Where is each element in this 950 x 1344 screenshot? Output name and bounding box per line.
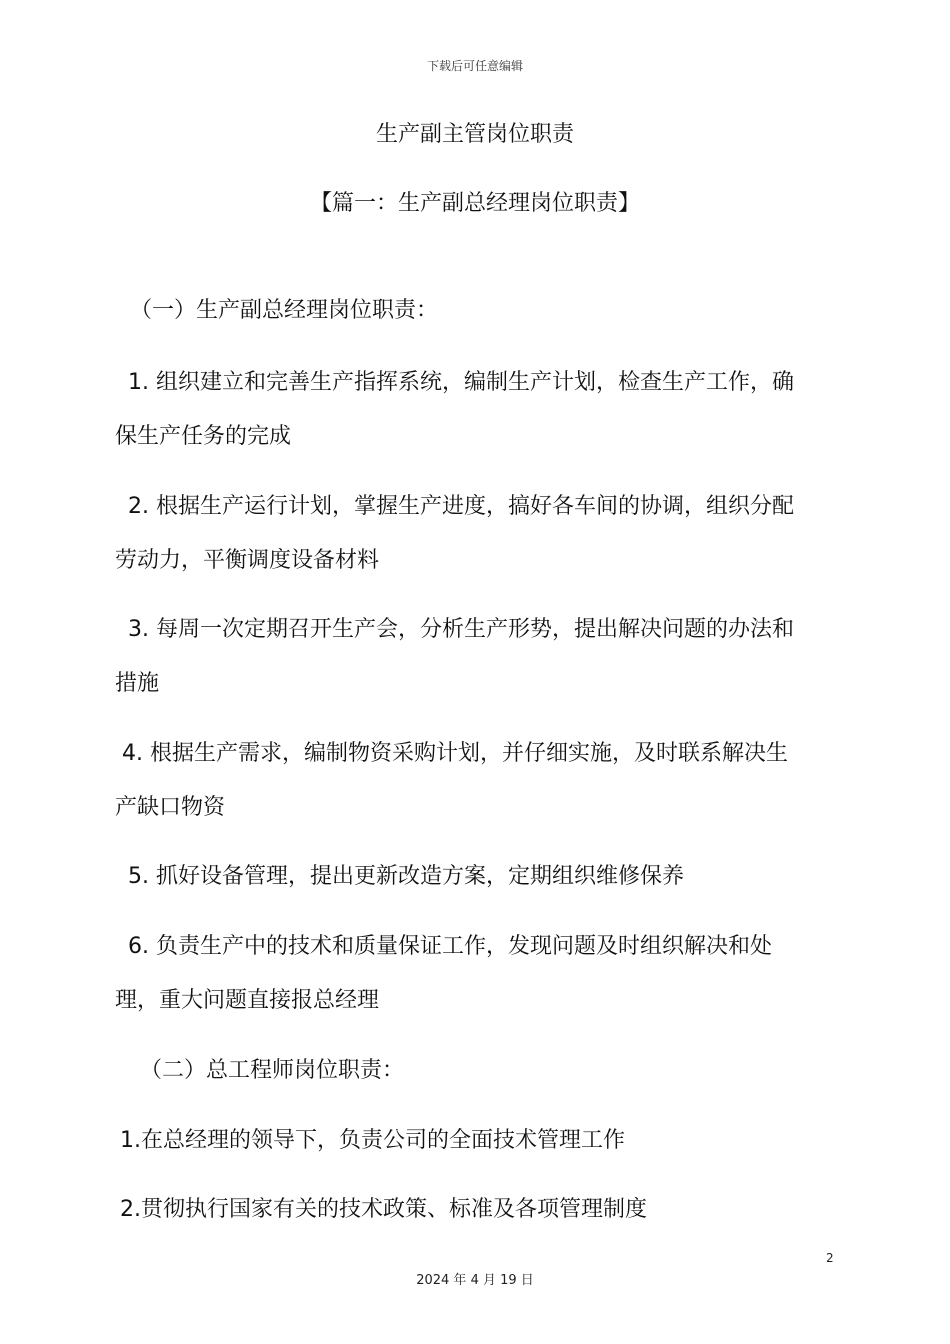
section1-item-2-line2: 劳动力，平衡调度设备材料 (115, 548, 380, 573)
section1-item-4-line2: 产缺口物资 (115, 795, 226, 820)
page-number: 2 (826, 1251, 834, 1265)
section1-item-4-line1: 4. 根据生产需求，编制物资采购计划，并仔细实施，及时联系解决生 (122, 741, 788, 766)
document-subtitle: 【篇一：生产副总经理岗位职责】 (309, 191, 640, 216)
section1-item-5-line1: 5. 抓好设备管理，提出更新改造方案，定期组织维修保养 (128, 864, 684, 889)
section1-item-6-line2: 理，重大问题直接报总经理 (115, 988, 380, 1013)
footer-date: 2024 年 4 月 19 日 (416, 1273, 534, 1288)
section1-item-3-line2: 措施 (115, 671, 160, 696)
section1-item-1-line1: 1. 组织建立和完善生产指挥系统，编制生产计划，检查生产工作，确 (128, 370, 794, 395)
document-title: 生产副主管岗位职责 (375, 122, 574, 147)
section-heading-1: （一）生产副总经理岗位职责： (130, 298, 439, 323)
section2-item-1-line1: 1.在总经理的领导下，负责公司的全面技术管理工作 (120, 1128, 625, 1153)
section1-item-1-line2: 保生产任务的完成 (115, 424, 292, 449)
section1-item-2-line1: 2. 根据生产运行计划，掌握生产进度，搞好各车间的协调，组织分配 (128, 494, 794, 519)
header-note: 下载后可任意编辑 (426, 59, 523, 73)
section-heading-2: （二）总工程师岗位职责： (140, 1058, 405, 1083)
section2-item-2-line1: 2.贯彻执行国家有关的技术政策、标准及各项管理制度 (120, 1197, 647, 1222)
section1-item-6-line1: 6. 负责生产中的技术和质量保证工作，发现问题及时组织解决和处 (128, 934, 772, 959)
section1-item-3-line1: 3. 每周一次定期召开生产会，分析生产形势，提出解决问题的办法和 (128, 617, 794, 642)
